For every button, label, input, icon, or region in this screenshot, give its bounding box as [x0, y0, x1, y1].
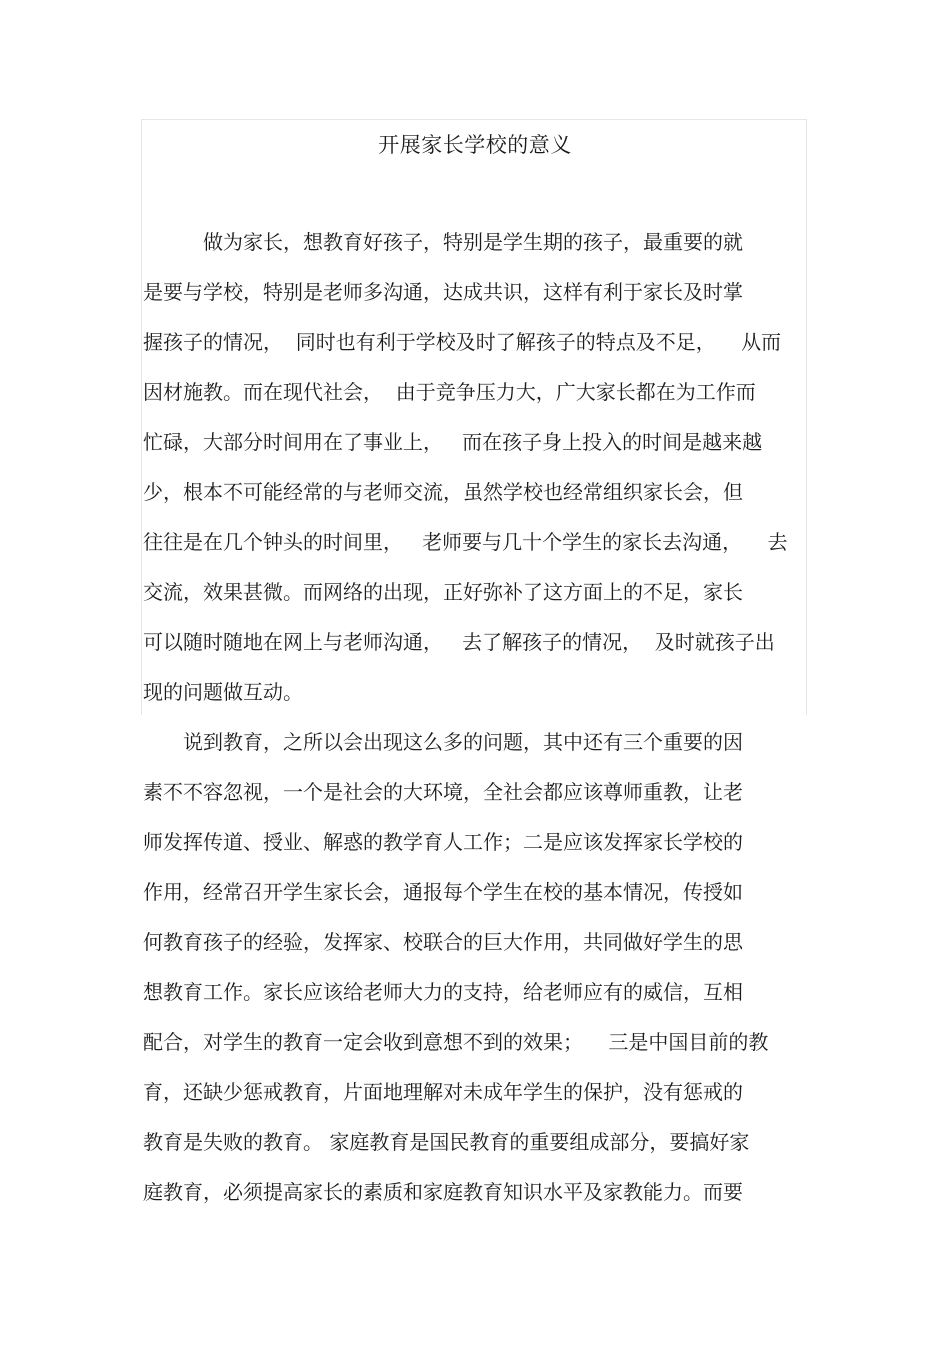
text-line: 配合，对学生的教育一定会收到意想不到的效果； 三是中国目前的教 [143, 1030, 769, 1054]
text-line: 说到教育，之所以会出现这么多的问题，其中还有三个重要的因 [183, 730, 743, 754]
text-line: 现的问题做互动。 [143, 680, 303, 704]
text-line: 教育是失败的教育。 家庭教育是国民教育的重要组成部分，要搞好家 [143, 1130, 750, 1154]
text-line: 往往是在几个钟头的时间里， 老师要与几十个学生的家长去沟通， 去 [143, 530, 788, 554]
text-line: 握孩子的情况， 同时也有利于学校及时了解孩子的特点及不足， 从而 [143, 330, 782, 354]
text-line: 忙碌，大部分时间用在了事业上， 而在孩子身上投入的时间是越来越 [143, 430, 763, 454]
text-line: 交流，效果甚微。而网络的出现，正好弥补了这方面上的不足，家长 [143, 580, 743, 604]
text-line: 因材施教。而在现代社会， 由于竞争压力大，广大家长都在为工作而 [143, 380, 756, 404]
text-line: 素不不容忽视，一个是社会的大环境，全社会都应该尊师重教，让老 [143, 780, 743, 804]
document-title: 开展家长学校的意义 [378, 133, 572, 157]
text-line: 师发挥传道、授业、解惑的教学育人工作；二是应该发挥家长学校的 [143, 830, 743, 854]
text-line: 作用，经常召开学生家长会，通报每个学生在校的基本情况，传授如 [143, 880, 743, 904]
text-line: 做为家长，想教育好孩子，特别是学生期的孩子，最重要的就 [203, 230, 743, 254]
text-line: 可以随时随地在网上与老师沟通， 去了解孩子的情况， 及时就孩子出 [143, 630, 775, 654]
text-line: 何教育孩子的经验，发挥家、校联合的巨大作用，共同做好学生的思 [143, 930, 743, 954]
text-box-border [141, 119, 807, 715]
text-line: 少，根本不可能经常的与老师交流，虽然学校也经常组织家长会，但 [143, 480, 743, 504]
text-line: 是要与学校，特别是老师多沟通，达成共识，这样有利于家长及时掌 [143, 280, 743, 304]
text-line: 育，还缺少惩戒教育，片面地理解对未成年学生的保护，没有惩戒的 [143, 1080, 743, 1104]
text-line: 想教育工作。家长应该给老师大力的支持，给老师应有的威信，互相 [143, 980, 743, 1004]
text-line: 庭教育，必须提高家长的素质和家庭教育知识水平及家教能力。而要 [143, 1180, 743, 1204]
